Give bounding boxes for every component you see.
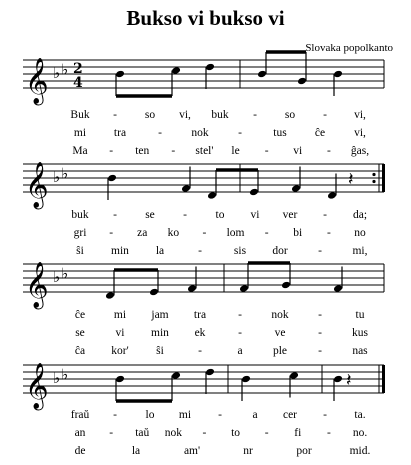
lyric-syllable: - (238, 327, 242, 339)
lyric-syllable: - (109, 145, 114, 157)
lyric-syllable: da; (352, 209, 368, 221)
lyric-syllable: ver (282, 209, 298, 221)
lyric-syllable: - (158, 127, 162, 139)
lyric-syllable: mi (178, 409, 192, 421)
flat-icon: ♭ (61, 365, 69, 384)
lyric-syllable: nas (352, 345, 368, 357)
lyric-syllable: - (109, 427, 114, 439)
quarter-rest-icon: 𝄽 (346, 370, 352, 391)
lyric-syllable: ko (167, 227, 180, 239)
lyric-syllable: vi, (354, 109, 366, 121)
lyric-syllable: - (113, 409, 117, 421)
lyric-syllable: nok (271, 309, 289, 321)
lyric-syllable: ĉe (314, 127, 326, 139)
lyric-syllable: vi, (179, 109, 191, 121)
lyric-syllable: - (198, 345, 202, 357)
lyric-syllable: - (323, 109, 327, 121)
treble-clef-icon: 𝄞 (25, 162, 49, 208)
repeat-barline (382, 164, 385, 192)
lyric-syllable: buk (211, 109, 229, 121)
lyric-syllable: taŭ (135, 427, 150, 439)
lyric-syllable: ve (274, 327, 286, 339)
lyric-syllable: za (137, 227, 148, 239)
lyric-syllable: stel' (195, 145, 214, 157)
lyric-syllable: so (144, 109, 156, 121)
lyric-syllable: mi (73, 127, 87, 139)
quarter-rest-icon: 𝄽 (348, 169, 354, 190)
flat-icon: ♭ (53, 168, 61, 186)
lyric-syllable: la (155, 245, 165, 257)
lyric-syllable: vi (293, 145, 303, 157)
lyric-syllable: - (318, 309, 322, 321)
lyric-syllable: tra (193, 309, 207, 321)
lyric-syllable: - (171, 145, 176, 157)
lyric-syllable: a (252, 409, 258, 421)
lyric-syllable: - (318, 345, 322, 357)
lyric-syllable: lo (145, 409, 155, 421)
lyric-syllable: - (183, 209, 187, 221)
lyric-syllable: - (198, 245, 202, 257)
repeat-dot (372, 173, 375, 176)
lyric-syllable: tus (273, 127, 287, 139)
lyric-syllable: - (218, 409, 222, 421)
lyric-syllable: kor' (111, 345, 129, 357)
lyric-syllable: lom (226, 227, 245, 239)
lyric-syllable: ten (135, 145, 150, 157)
lyric-syllable: - (264, 145, 269, 157)
lyric-syllable: kus (352, 327, 368, 339)
lyric-syllable: - (326, 427, 331, 439)
lyric-syllable: se (75, 327, 85, 339)
lyric-syllable: - (202, 427, 207, 439)
lyric-syllable: so (284, 109, 296, 121)
lyric-syllable: gri (73, 227, 87, 239)
lyric-syllable: vi (250, 209, 260, 221)
lyric-syllable: am' (183, 445, 201, 457)
lyric-syllable: - (323, 409, 327, 421)
lyric-syllable: - (323, 209, 327, 221)
flat-icon: ♭ (53, 268, 61, 286)
lyric-syllable: - (202, 227, 207, 239)
lyric-syllable: Ma (72, 145, 88, 157)
lyric-syllable: - (264, 427, 269, 439)
lyric-syllable: no. (352, 427, 368, 439)
lyric-syllable: ŝi (156, 345, 164, 357)
lyric-syllable: - (238, 127, 242, 139)
lyric-syllable: ek (194, 327, 206, 339)
flat-icon: ♭ (61, 164, 69, 183)
lyric-syllable: min (111, 245, 129, 257)
lyric-syllable: mi, (352, 245, 368, 257)
flat-icon: ♭ (61, 60, 69, 79)
lyric-syllable: Buk (70, 109, 90, 121)
lyric-syllable: to (215, 209, 225, 221)
final-barline (382, 365, 385, 393)
flat-icon: ♭ (53, 64, 61, 82)
flat-icon: ♭ (61, 264, 69, 283)
lyric-syllable: tu (355, 309, 365, 321)
lyric-syllable: - (238, 309, 242, 321)
lyric-syllable: - (109, 227, 114, 239)
lyric-syllable: mi (113, 309, 127, 321)
lyric-syllable: por (296, 445, 312, 457)
flat-icon: ♭ (53, 369, 61, 387)
lyric-syllable: to (231, 427, 241, 439)
lyric-syllable: ŝi (76, 245, 84, 257)
lyric-syllable: min (151, 327, 169, 339)
treble-clef-icon: 𝄞 (25, 363, 49, 409)
lyric-syllable: - (113, 209, 117, 221)
time-signature-bottom: 4 (73, 75, 83, 91)
lyric-syllable: ĉe (74, 309, 86, 321)
treble-clef-icon: 𝄞 (25, 262, 49, 308)
lyric-syllable: fraŭ (70, 409, 90, 421)
lyric-syllable: no (354, 227, 366, 239)
lyric-syllable: dor (272, 245, 288, 257)
lyric-syllable: nr (243, 445, 253, 457)
lyric-syllable: ple (272, 345, 288, 357)
lyric-syllable: jam (151, 309, 169, 321)
lyric-syllable: buk (71, 209, 89, 221)
lyric-syllable: de (74, 445, 86, 457)
lyric-syllable: an (74, 427, 86, 439)
lyric-syllable: - (264, 227, 269, 239)
lyric-syllable: - (318, 327, 322, 339)
lyric-syllable: sis (233, 245, 247, 257)
treble-clef-icon: 𝄞 (25, 58, 49, 104)
lyric-syllable: se (145, 209, 155, 221)
lyric-syllable: bi (293, 227, 303, 239)
lyric-syllable: - (318, 245, 322, 257)
time-signature-top: 2 (73, 61, 83, 77)
lyric-syllable: - (326, 145, 331, 157)
lyric-syllable: ĉa (74, 345, 86, 357)
repeat-dot (372, 180, 375, 183)
lyric-syllable: - (113, 109, 117, 121)
lyric-syllable: - (326, 227, 331, 239)
song-title: Bukso vi bukso vi (126, 6, 285, 30)
lyric-syllable: a (237, 345, 243, 357)
lyric-syllable: ta. (354, 409, 366, 421)
lyric-syllable: cer (282, 409, 298, 421)
lyric-syllable: le (231, 145, 240, 157)
composer-credit: Slovaka popolkanto (305, 42, 393, 54)
lyric-syllable: fi (294, 427, 302, 439)
lyric-syllable: nok (164, 427, 182, 439)
lyric-syllable: vi (115, 327, 125, 339)
lyric-syllable: vi, (354, 127, 366, 139)
lyric-syllable: nok (191, 127, 209, 139)
lyric-syllable: la (131, 445, 141, 457)
lyric-syllable: - (253, 109, 257, 121)
lyric-syllable: ĝas, (350, 145, 370, 157)
lyric-syllable: mid. (349, 445, 371, 457)
lyric-syllable: tra (113, 127, 127, 139)
